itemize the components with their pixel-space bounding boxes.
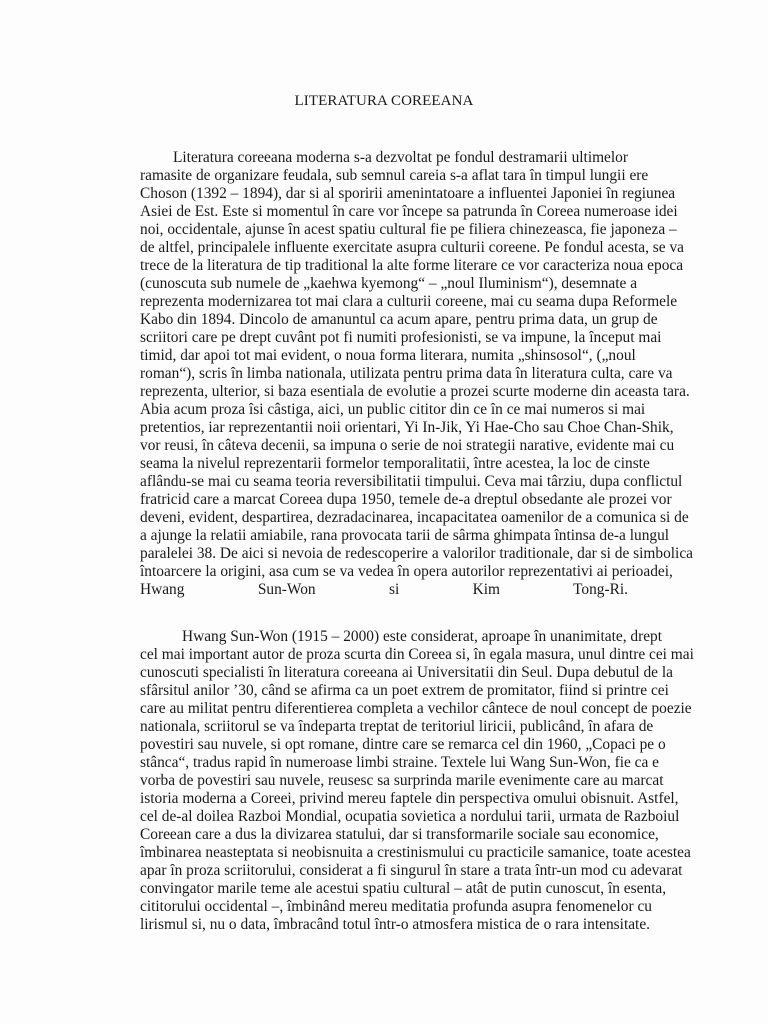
text-line: nationala, scriitorul se va îndeparta treptat de teritoriul liricii, publicând, în afara de [140,718,654,735]
text-line: care au militat pentru diferentierea completa a vechilor cântece de noul concept de poezie [140,700,692,717]
text-line: ramasite de organizare feudala, sub semnul careia s-a aflat tara în timpul lungii ere [140,167,649,184]
text-line: scriitori care pe drept cuvânt pot fi numiti profesionisti, se va impune, la început mai [140,329,662,346]
text-line: convingator marile teme ale acestui spatiu cultural – atât de putin cunoscut, în esenta, [140,880,667,897]
paragraph-2 [140,628,694,934]
text-line: lirismul si, nu o data, îmbracând totul într-o atmosfera mistica de o rara intensitate. [140,916,651,933]
text-line: de altfel, principalele influente exercitate asupra culturii coreene. Pe fondul acesta, se va [140,239,684,256]
text-line: trece de la literatura de tip traditional la alte forme literare ce vor caracteriza noua epoca [140,257,684,274]
text-line: pretentios, iar reprezentantii noii orientari, Yi In-Jik, Yi Hae-Cho sau Choe Chan-Shik, [140,419,674,436]
text-line: cititorului occidental –, îmbinând mereu meditatia profunda asupra fenomenelor cu [140,898,652,915]
text-line: Abia acum proza îsi câstiga, aici, un public cititor din ce în ce mai numeros si mai [140,401,646,418]
paragraph-1 [140,149,693,599]
text-line: istoria moderna a Coreei, privind mereu faptele din perspectiva omului obisnuit. Astfel, [140,790,679,807]
text-line: Kabo din 1894. Dincolo de amanuntul ca acum apare, pentru prima data, un grup de [140,311,658,328]
text-line: sfârsitul anilor ’30, când se afirma ca un poet extrem de promitator, fiind si printre cei [140,682,669,699]
text-line: Coreean care a dus la divizarea statului, dar si transformarile sociale sau economice, [140,826,659,843]
text-line: aflându-se mai cu seama teoria reversibilitatii timpului. Ceva mai târziu, dupa conflictul [140,473,683,490]
text-line: (cunoscuta sub numele de „kaehwa kyemong“ – „noul Iluminism“), desemnate a [140,275,638,292]
text-line: vorba de povestiri sau nuvele, reusesc sa surprinda marile evenimente care au marcat [140,772,664,789]
text-line: Literatura coreeana moderna s-a dezvoltat pe fondul destramarii ultimelor [173,149,628,166]
text-line: Choson (1392 – 1894), dar si al sporirii amenintatoare a influentei Japoniei în regiunea [140,185,676,202]
text-line: paralelei 38. De aici si nevoia de redescoperire a valorilor traditionale, dar si de simbolica [140,545,693,562]
text-line: reprezenta, ulterior, si baza esentiala de evolutie a prozei scurte moderne din aceasta tara. [140,383,690,400]
text-line: cel mai important autor de proza scurta din Coreea si, în egala masura, unul dintre cei mai [140,646,694,663]
text-line: timid, dar apoi tot mai evident, o noua forma literara, numita „shinsosol“, („noul [140,347,636,364]
text-line: Asiei de Est. Este si momentul în care vor începe sa patrunda în Coreea numeroase idei [140,203,678,220]
text-line: cunoscuti specialisti în literatura coreeana ai Universitatii din Seul. Dupa debutul de la [140,664,673,681]
text-line: întoarcere la origini, asa cum se va vedea în opera autorilor reprezentativi ai perioadei, [140,563,673,580]
text-line: roman“), scris în limba nationala, utilizata pentru prima data în literatura culta, care va [140,365,673,382]
document-title: LITERATURA COREEANA [294,93,474,109]
text-line: vor reusi, în câteva decenii, sa impuna o serie de noi strategii narative, evidente mai cu [140,437,675,454]
text-line: stânca“, tradus rapid în numeroase limbi straine. Textele lui Wang Sun-Won, fie ca e [140,754,659,771]
text-line: apar în proza scriitorului, considerat a fi singurul în stare a trata într-un mod cu adevarat [140,862,683,879]
text-line: noi, occidentale, ajunse în acest spatiu cultural fie pe filiera chinezeasca, fie japoneza – [140,221,677,238]
text-line: reprezenta modernizarea tot mai clara a culturii coreene, mai cu seama dupa Reformele [140,293,678,310]
text-line: îmbinarea neasteptata si neobisnuita a crestinismului cu practicile samanice, toate acestea [140,844,691,861]
text-line: cel de-al doilea Razboi Mondial, ocupatia sovietica a nordului tarii, urmata de Razboiul [140,808,680,825]
text-line: a ajunge la relatii amiabile, rana provocata tarii de sârma ghimpata întinsa de-a lungul [140,527,670,544]
text-line: seama la nivelul reprezentarii formelor temporalitatii, între acestea, la loc de cinste [140,455,650,472]
text-line: fratricid care a marcat Coreea dupa 1950, temele de-a dreptul obsedante ale prozei vor [140,491,672,508]
text-line: deveni, evident, despartirea, dezradacinarea, incapacitatea oamenilor de a comunica si de [140,509,689,526]
text-line: povestiri sau nuvele, si opt romane, dintre care se remarca cel din 1960, „Copaci pe o [140,736,666,753]
text-line: Hwang Sun-Won (1915 – 2000) este considerat, aproape în unanimitate, drept [182,628,663,645]
text-line: Hwang Sun-Won si Kim Tong-Ri. [140,581,628,598]
